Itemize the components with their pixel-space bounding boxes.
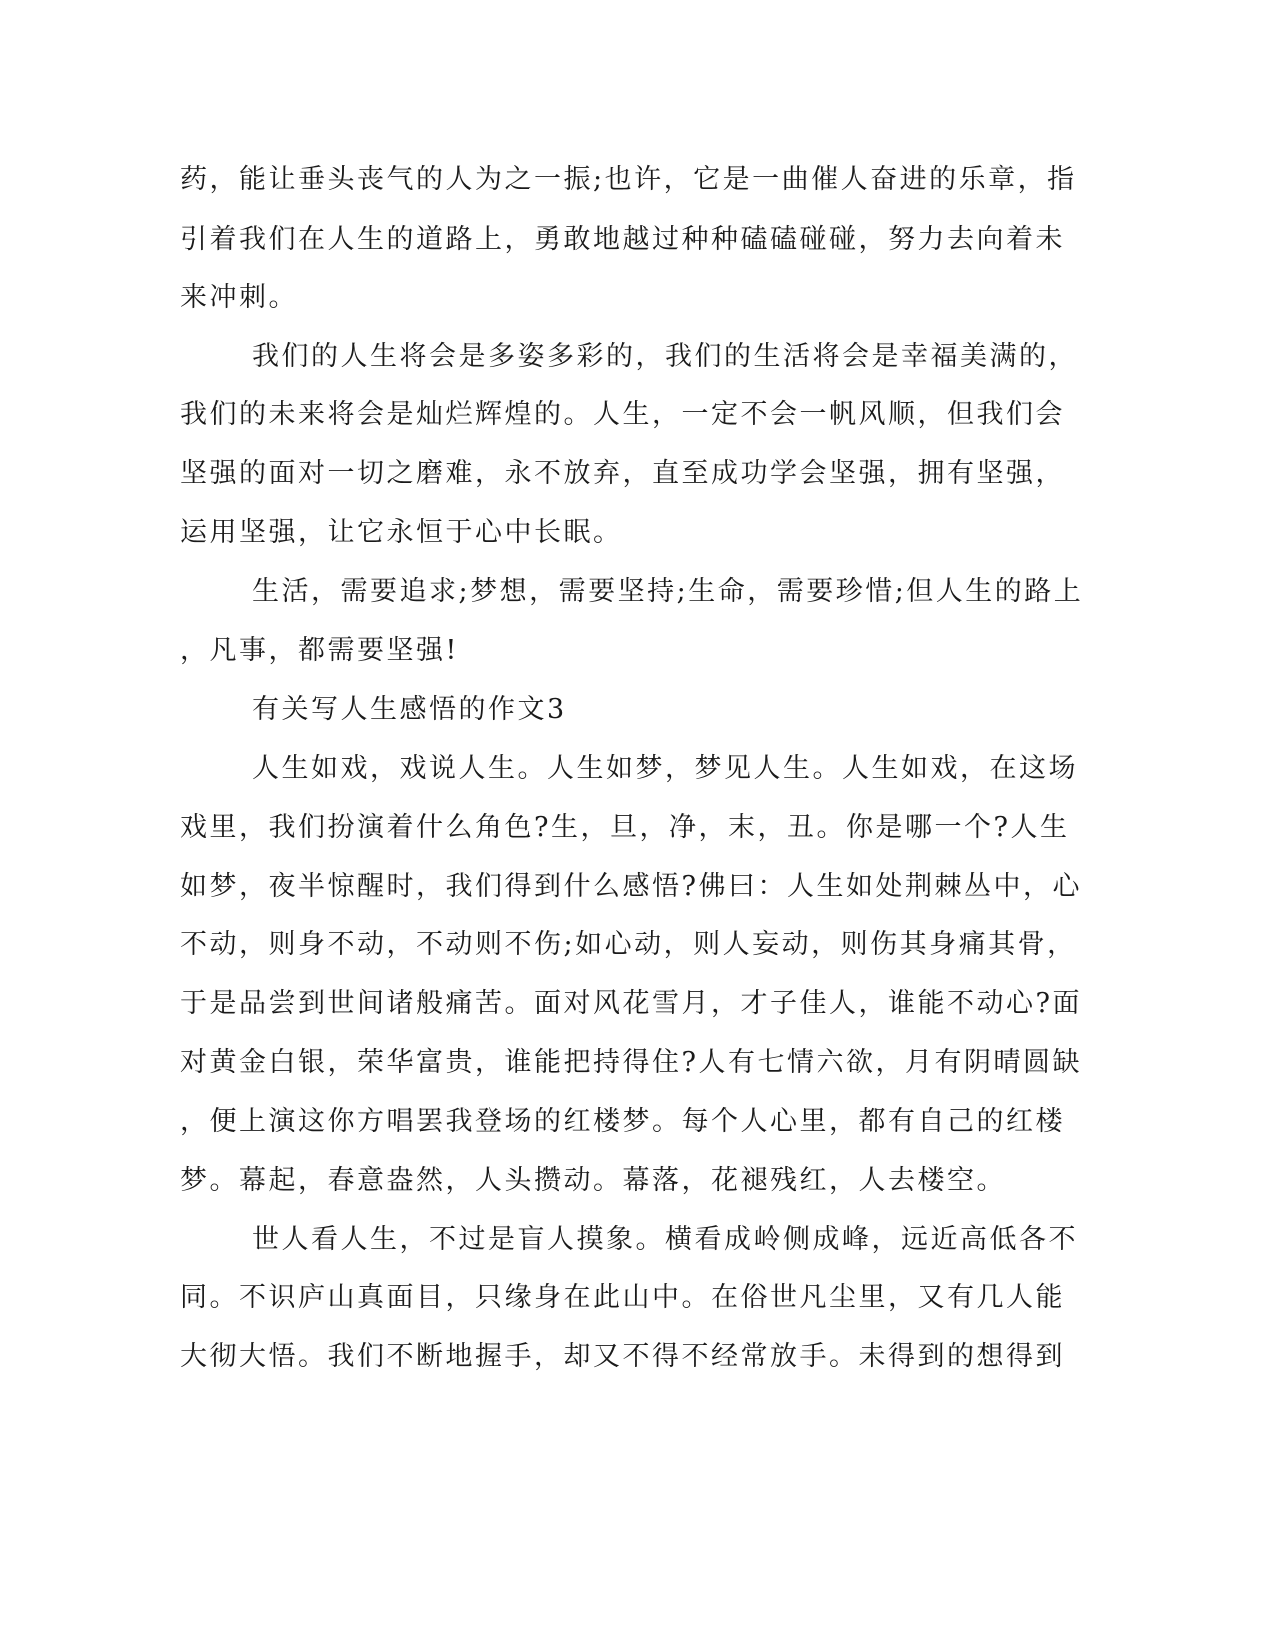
text-line: 梦。幕起，春意盎然，人头攒动。幕落，花褪残红，人去楼空。 — [180, 1165, 1006, 1196]
text-line: ，便上演这你方唱罢我登场的红楼梦。每个人心里，都有自己的红楼 — [180, 1106, 1065, 1137]
text-line: 引着我们在人生的道路上，勇敢地越过种种磕磕碰碰，努力去向着未 — [180, 224, 1065, 255]
paragraph-start: 生活，需要追求;梦想，需要坚持;生命，需要珍惜;但人生的路上 — [252, 576, 1084, 607]
section-heading: 有关写人生感悟的作文3 — [252, 694, 567, 725]
text-line: 运用坚强，让它永恒于心中长眠。 — [180, 517, 623, 548]
text-line: 坚强的面对一切之磨难，永不放弃，直至成功学会坚强，拥有坚强， — [180, 458, 1065, 489]
text-line: 药，能让垂头丧气的人为之一振;也许，它是一曲催人奋进的乐章，指 — [180, 164, 1077, 195]
text-line: 来冲刺。 — [180, 282, 298, 313]
paragraph-start: 我们的人生将会是多姿多彩的，我们的生活将会是幸福美满的， — [252, 341, 1078, 372]
text-line: 同。不识庐山真面目，只缘身在此山中。在俗世凡尘里，又有几人能 — [180, 1282, 1065, 1313]
paragraph-start: 世人看人生，不过是盲人摸象。横看成岭侧成峰，远近高低各不 — [252, 1224, 1078, 1255]
text-line: ，凡事，都需要坚强! — [180, 635, 459, 666]
text-line: 大彻大悟。我们不断地握手，却又不得不经常放手。未得到的想得到 — [180, 1341, 1065, 1372]
text-line: 如梦，夜半惊醒时，我们得到什么感悟?佛曰：人生如处荆棘丛中，心 — [180, 871, 1082, 902]
paragraph-start: 人生如戏，戏说人生。人生如梦，梦见人生。人生如戏，在这场 — [252, 753, 1078, 784]
text-line: 戏里，我们扮演着什么角色?生，旦，净，末，丑。你是哪一个?人生 — [180, 812, 1070, 843]
text-line: 于是品尝到世间诸般痛苦。面对风花雪月，才子佳人，谁能不动心?面 — [180, 988, 1082, 1019]
text-line: 对黄金白银，荣华富贵，谁能把持得住?人有七情六欲，月有阴晴圆缺 — [180, 1047, 1082, 1078]
text-line: 我们的未来将会是灿烂辉煌的。人生，一定不会一帆风顺，但我们会 — [180, 399, 1065, 430]
text-line: 不动，则身不动，不动则不伤;如心动，则人妄动，则伤其身痛其骨， — [180, 929, 1077, 960]
